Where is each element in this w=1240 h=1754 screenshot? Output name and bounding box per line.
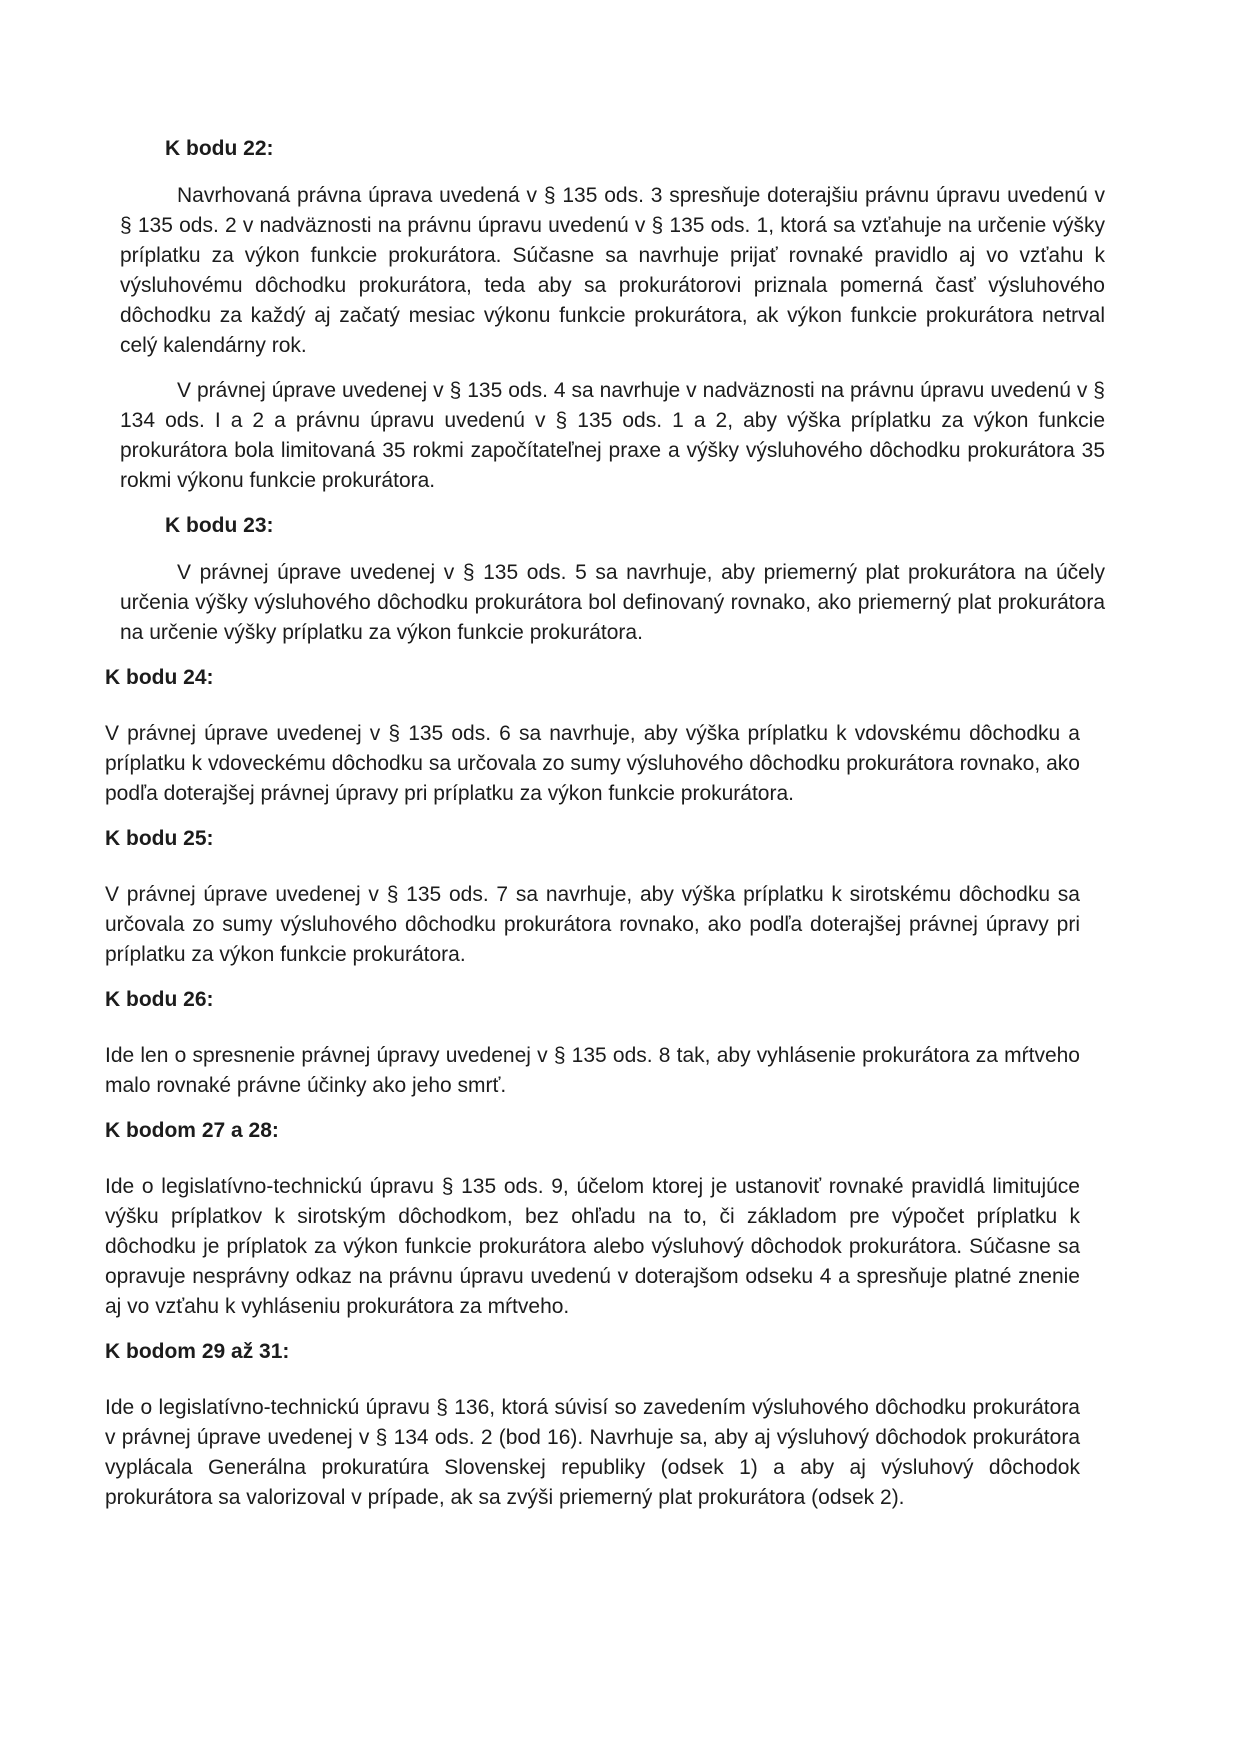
section-heading: K bodu 26: [105,988,214,1011]
paragraph: Ide o legislatívno-technickú úpravu § 135 ods. 9, účelom ktorej je ustanoviť rovnaké pravidlá limitujúce výšku príplatkov k sirotským dôchodkom, bez ohľadu na to, či základom pre výpočet príplatku k dôchodku je príplatok za výkon funkcie prokurátora alebo výsluhový dôchodok prokurátora. Súčasne sa opravuje nesprávny odkaz na právnu úpravu uvedenú v doterajšom odseku 4 a spresňuje platné znenie aj vo vzťahu k vyhláseniu prokurátora za mŕtveho. [105,1175,1080,1318]
section-k-bodom-27-a-28 [105,1116,1105,1322]
paragraph: V právnej úprave uvedenej v § 135 ods. 4 sa navrhuje v nadväznosti na právnu úpravu uvedenú v § 134 ods. I a 2 a právnu úpravu uvedenú v § 135 ods. 1 a 2, aby výška príplatku za výkon funkcie prokurátora bola limitovaná 35 rokmi započítateľnej praxe a výšky výsluhového dôchodku prokurátora 35 rokmi výkonu funkcie prokurátora. [120,379,1105,492]
section-k-bodom-29-az-31 [105,1337,1105,1513]
section-heading: K bodu 24: [105,666,214,689]
paragraph: V právnej úprave uvedenej v § 135 ods. 6 sa navrhuje, aby výška príplatku k vdovskému dôchodku a príplatku k vdoveckému dôchodku sa určovala zo sumy výsluhového dôchodku prokurátora rovnako, ako podľa doterajšej právnej úpravy pri príplatku za výkon funkcie prokurátora. [105,722,1080,805]
section-heading: K bodu 23: [165,514,274,537]
section-heading: K bodu 22: [165,137,274,160]
section-heading: K bodom 29 až 31: [105,1340,290,1363]
paragraph: Ide o legislatívno-technickú úpravu § 136, ktorá súvisí so zavedením výsluhového dôchodku prokurátora v právnej úprave uvedenej v § 134 ods. 2 (bod 16). Navrhuje sa, aby aj výsluhový dôchodok prokurátora vyplácala Generálna prokuratúra Slovenskej republiky (odsek 1) a aby aj výsluhový dôchodok prokurátora sa valorizoval v prípade, ak sa zvýši priemerný plat prokurátora (odsek 2). [105,1396,1080,1509]
paragraph: V právnej úprave uvedenej v § 135 ods. 5 sa navrhuje, aby priemerný plat prokurátora na účely určenia výšky výsluhového dôchodku prokurátora bol definovaný rovnako, ako priemerný plat prokurátora na určenie výšky príplatku za výkon funkcie prokurátora. [120,561,1105,644]
section-heading: K bodu 25: [105,827,214,850]
section-k-bodu-23 [105,511,1105,648]
section-k-bodu-22 [105,134,1105,496]
section-heading: K bodom 27 a 28: [105,1119,279,1142]
paragraph: Ide len o spresnenie právnej úpravy uvedenej v § 135 ods. 8 tak, aby vyhlásenie prokurátora za mŕtveho malo rovnaké právne účinky ako jeho smrť. [105,1044,1080,1097]
section-k-bodu-24 [105,663,1105,809]
section-k-bodu-25 [105,824,1105,970]
paragraph: V právnej úprave uvedenej v § 135 ods. 7 sa navrhuje, aby výška príplatku k sirotskému dôchodku sa určovala zo sumy výsluhového dôchodku prokurátora rovnako, ako podľa doterajšej právnej úpravy pri príplatku za výkon funkcie prokurátora. [105,883,1080,966]
section-k-bodu-26 [105,985,1105,1101]
paragraph: Navrhovaná právna úprava uvedená v § 135 ods. 3 spresňuje doterajšiu právnu úpravu uvedenú v § 135 ods. 2 v nadväznosti na právnu úpravu uvedenú v § 135 ods. 1, ktorá sa vzťahuje na určenie výšky príplatku za výkon funkcie prokurátora. Súčasne sa navrhuje prijať rovnaké pravidlo aj vo vzťahu k výsluhovému dôchodku prokurátora, teda aby sa prokurátorovi priznala pomerná časť výsluhového dôchodku za každý aj začatý mesiac výkonu funkcie prokurátora, ak výkon funkcie prokurátora netrval celý kalendárny rok. [120,184,1105,357]
